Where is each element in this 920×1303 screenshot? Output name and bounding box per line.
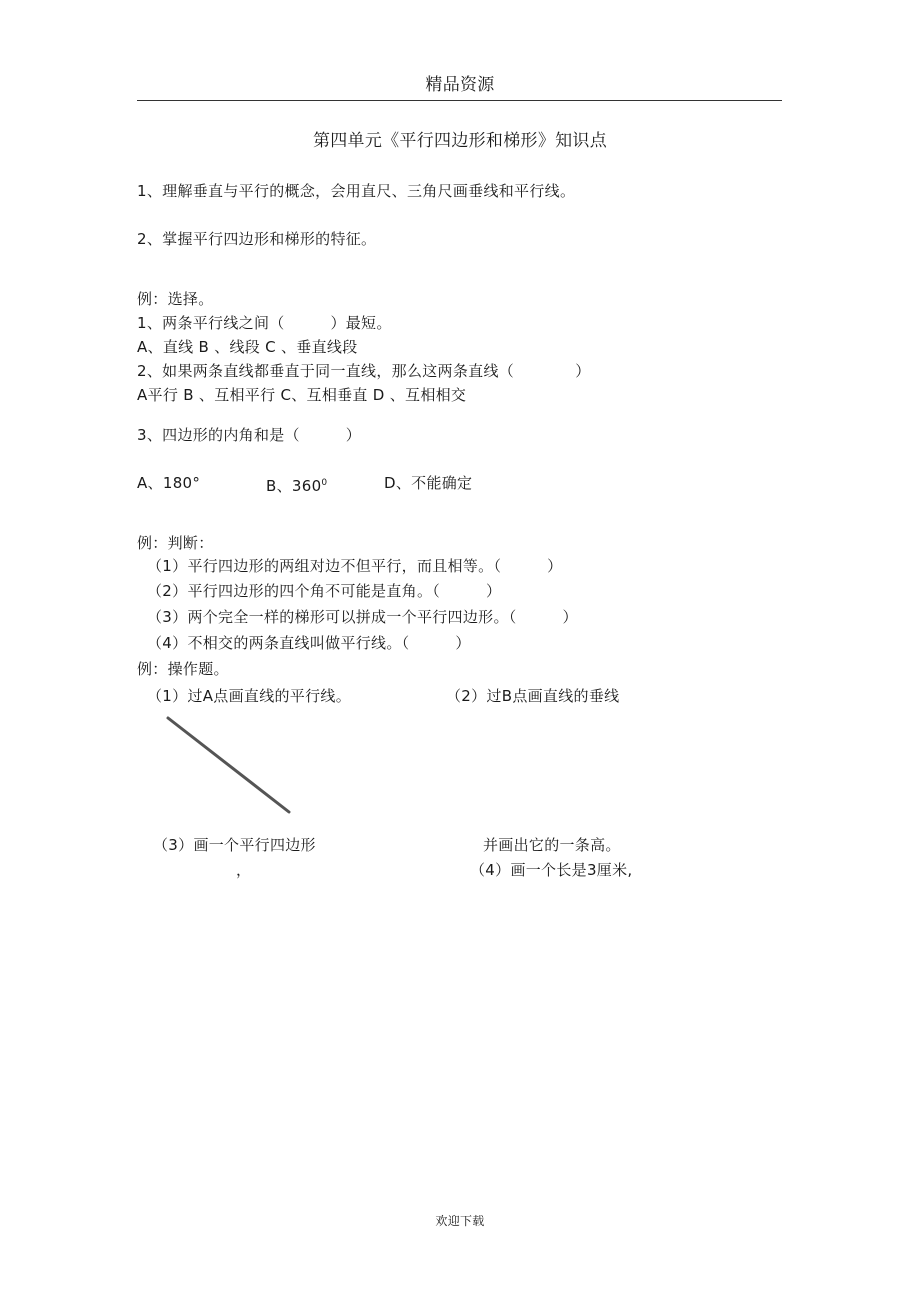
- operation-task-4: （4）画一个长是3厘米,: [470, 861, 633, 879]
- judge-heading: 例：判断：: [137, 534, 214, 552]
- operation-task-3-continued: 并画出它的一条高。: [483, 836, 621, 854]
- given-line: [168, 718, 289, 812]
- knowledge-point-1: 1、理解垂直与平行的概念，会用直尺、三角尺画垂线和平行线。: [137, 182, 576, 200]
- operation-heading: 例：操作题。: [137, 660, 229, 678]
- document-title: 第四单元《平行四边形和梯形》知识点: [312, 131, 608, 151]
- choice-question-2: 2、如果两条直线都垂直于同一直线，那么这两条直线（ ）: [137, 362, 591, 380]
- choice-question-3-option-d: D、不能确定: [384, 474, 473, 492]
- judge-item-1: （1）平行四边形的两组对边不但平行，而且相等。（ ）: [147, 557, 563, 575]
- choice-question-1-options: A、直线 B 、线段 C 、垂直线段: [137, 338, 358, 356]
- page-footer: 欢迎下载: [435, 1214, 485, 1228]
- judge-item-3: （3）两个完全一样的梯形可以拼成一个平行四边形。（ ）: [147, 608, 578, 626]
- operation-comma: ，: [236, 861, 252, 879]
- choice-question-3: 3、四边形的内角和是（ ）: [137, 426, 362, 444]
- knowledge-point-2: 2、掌握平行四边形和梯形的特征。: [137, 230, 377, 248]
- choice-question-1: 1、两条平行线之间（ ）最短。: [137, 314, 392, 332]
- page-header-title: 精品资源: [425, 75, 495, 95]
- choice-question-3-option-a: A、180°: [137, 474, 201, 492]
- judge-item-2: （2）平行四边形的四个角不可能是直角。（ ）: [147, 582, 502, 600]
- choice-question-2-options: A平行 B 、互相平行 C、互相垂直 D 、互相相交: [137, 386, 467, 404]
- operation-task-2: （2）过B点画直线的垂线: [446, 687, 620, 705]
- operation-task-1: （1）过A点画直线的平行线。: [147, 687, 352, 705]
- choice-heading: 例：选择。: [137, 290, 214, 308]
- operation-task-3: （3）画一个平行四边形: [153, 836, 316, 854]
- judge-item-4: （4）不相交的两条直线叫做平行线。（ ）: [147, 634, 471, 652]
- choice-question-3-option-b: B、$360^0$: [266, 477, 328, 495]
